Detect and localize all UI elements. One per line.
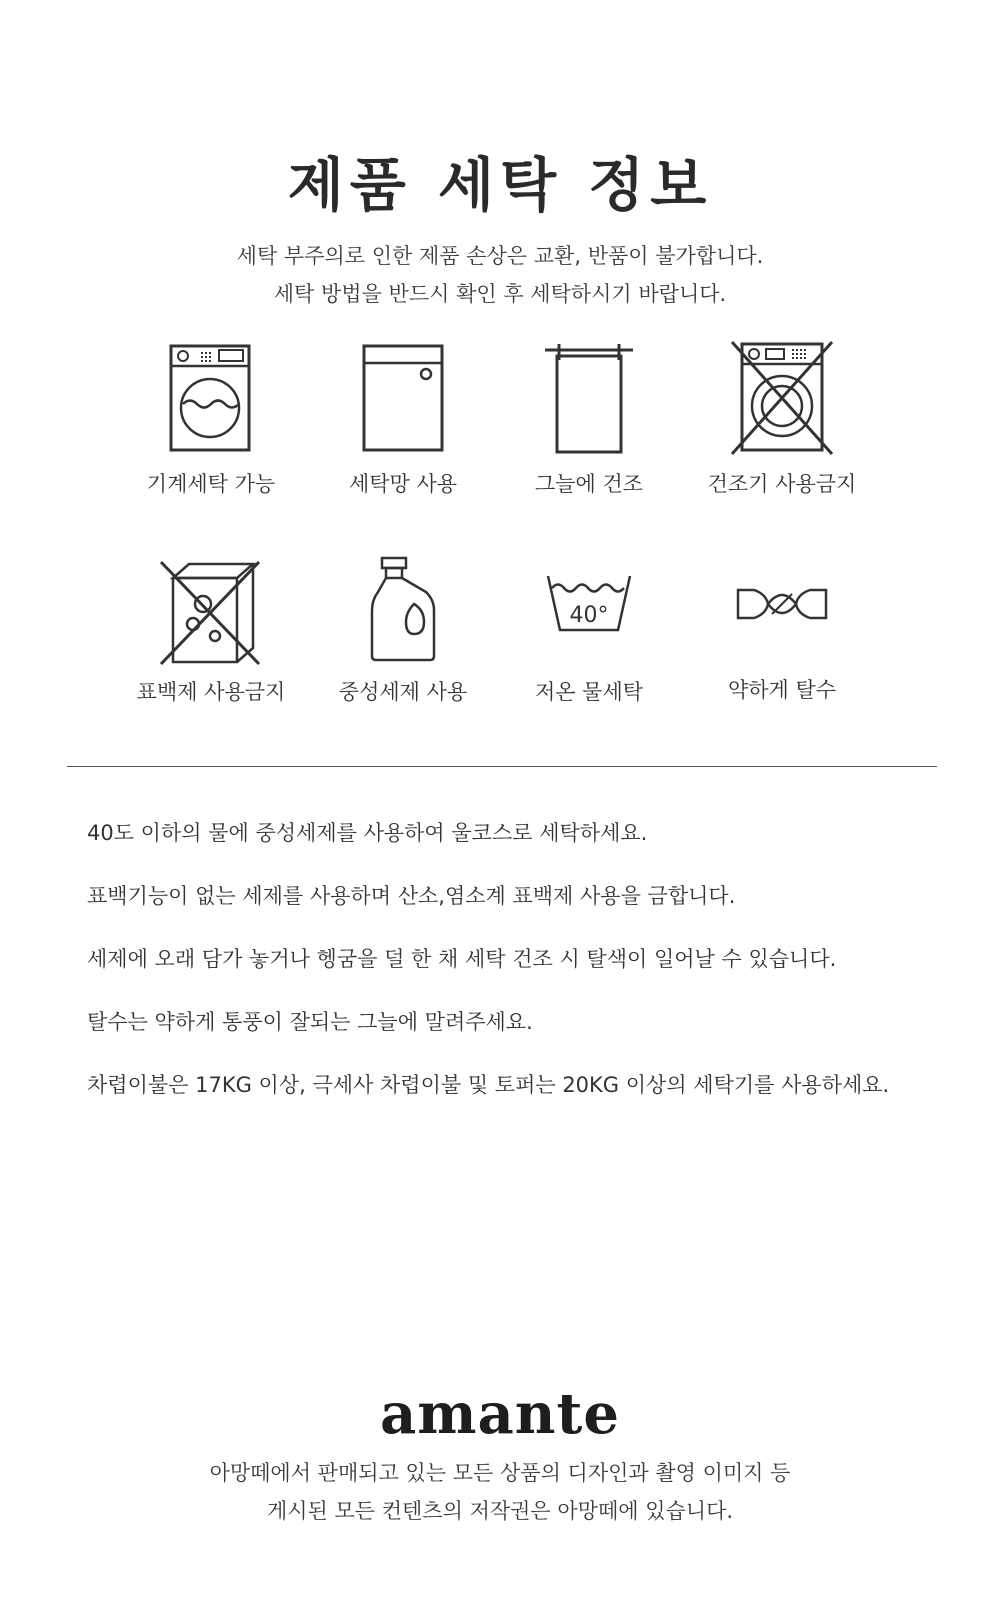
care-label-machine-wash: 기계세탁 가능 [146,472,276,496]
notice-line-1: 세탁 부주의로 인한 제품 손상은 교환, 반품이 불가합니다. [236,244,764,268]
no-dryer-icon [730,340,834,456]
laundry-net-icon [362,344,444,454]
care-item-line-dry [484,344,694,456]
care-item-neutral-detergent [298,556,508,662]
note-item: 차렵이불은 17KG 이상, 극세사 차렵이불 및 토퍼는 20KG 이상의 세탁기를 사용하세요. [87,1073,890,1097]
wash-temp-label: 40° [569,603,609,628]
page-title: 제품 세탁 정보 [287,151,713,219]
no-bleach-icon [159,560,263,666]
note-item: 세제에 오래 담가 놓거나 헹굼을 덜 한 채 세탁 건조 시 탈색이 일어날 수 있습니다. [87,947,837,971]
line-dry-shade-icon [543,344,635,456]
wash-40-icon [546,574,632,634]
care-label-neutral-detergent: 중성세제 사용 [338,680,468,704]
care-label-gentle-spin: 약하게 탈수 [727,678,837,702]
care-label-laundry-net: 세탁망 사용 [348,472,458,496]
care-item-no-dryer [677,340,887,456]
care-label-no-dryer: 건조기 사용금지 [707,472,857,496]
care-item-no-bleach [106,560,316,666]
neutral-detergent-icon [368,556,438,662]
care-item-laundry-net [298,344,508,454]
gentle-spin-icon [736,588,828,620]
note-item: 탈수는 약하게 통풍이 잘되는 그늘에 말려주세요. [87,1010,533,1034]
brand-logo: amante [379,1381,621,1447]
care-item-machine-wash [106,344,316,456]
care-item-gentle-spin [677,588,887,620]
washing-machine-icon [169,344,253,456]
care-label-line-dry: 그늘에 건조 [534,472,644,496]
note-item: 표백기능이 없는 세제를 사용하며 산소,염소계 표백제 사용을 금합니다. [87,884,736,908]
care-label-no-bleach: 표백제 사용금지 [136,680,286,704]
care-notes [87,818,967,1133]
section-divider [67,766,937,767]
notice-line-2: 세탁 방법을 반드시 확인 후 세탁하시기 바랍니다. [273,282,727,306]
care-label-low-temp-wash: 저온 물세탁 [534,680,644,704]
care-symbols-grid [0,0,1000,730]
copyright-line-2: 게시된 모든 컨텐츠의 저작권은 아망떼에 있습니다. [266,1499,734,1523]
copyright-line-1: 아망떼에서 판매되고 있는 모든 상품의 디자인과 촬영 이미지 등 [209,1461,791,1485]
note-item: 40도 이하의 물에 중성세제를 사용하여 울코스로 세탁하세요. [87,821,648,845]
care-item-low-temp-wash [484,574,694,634]
